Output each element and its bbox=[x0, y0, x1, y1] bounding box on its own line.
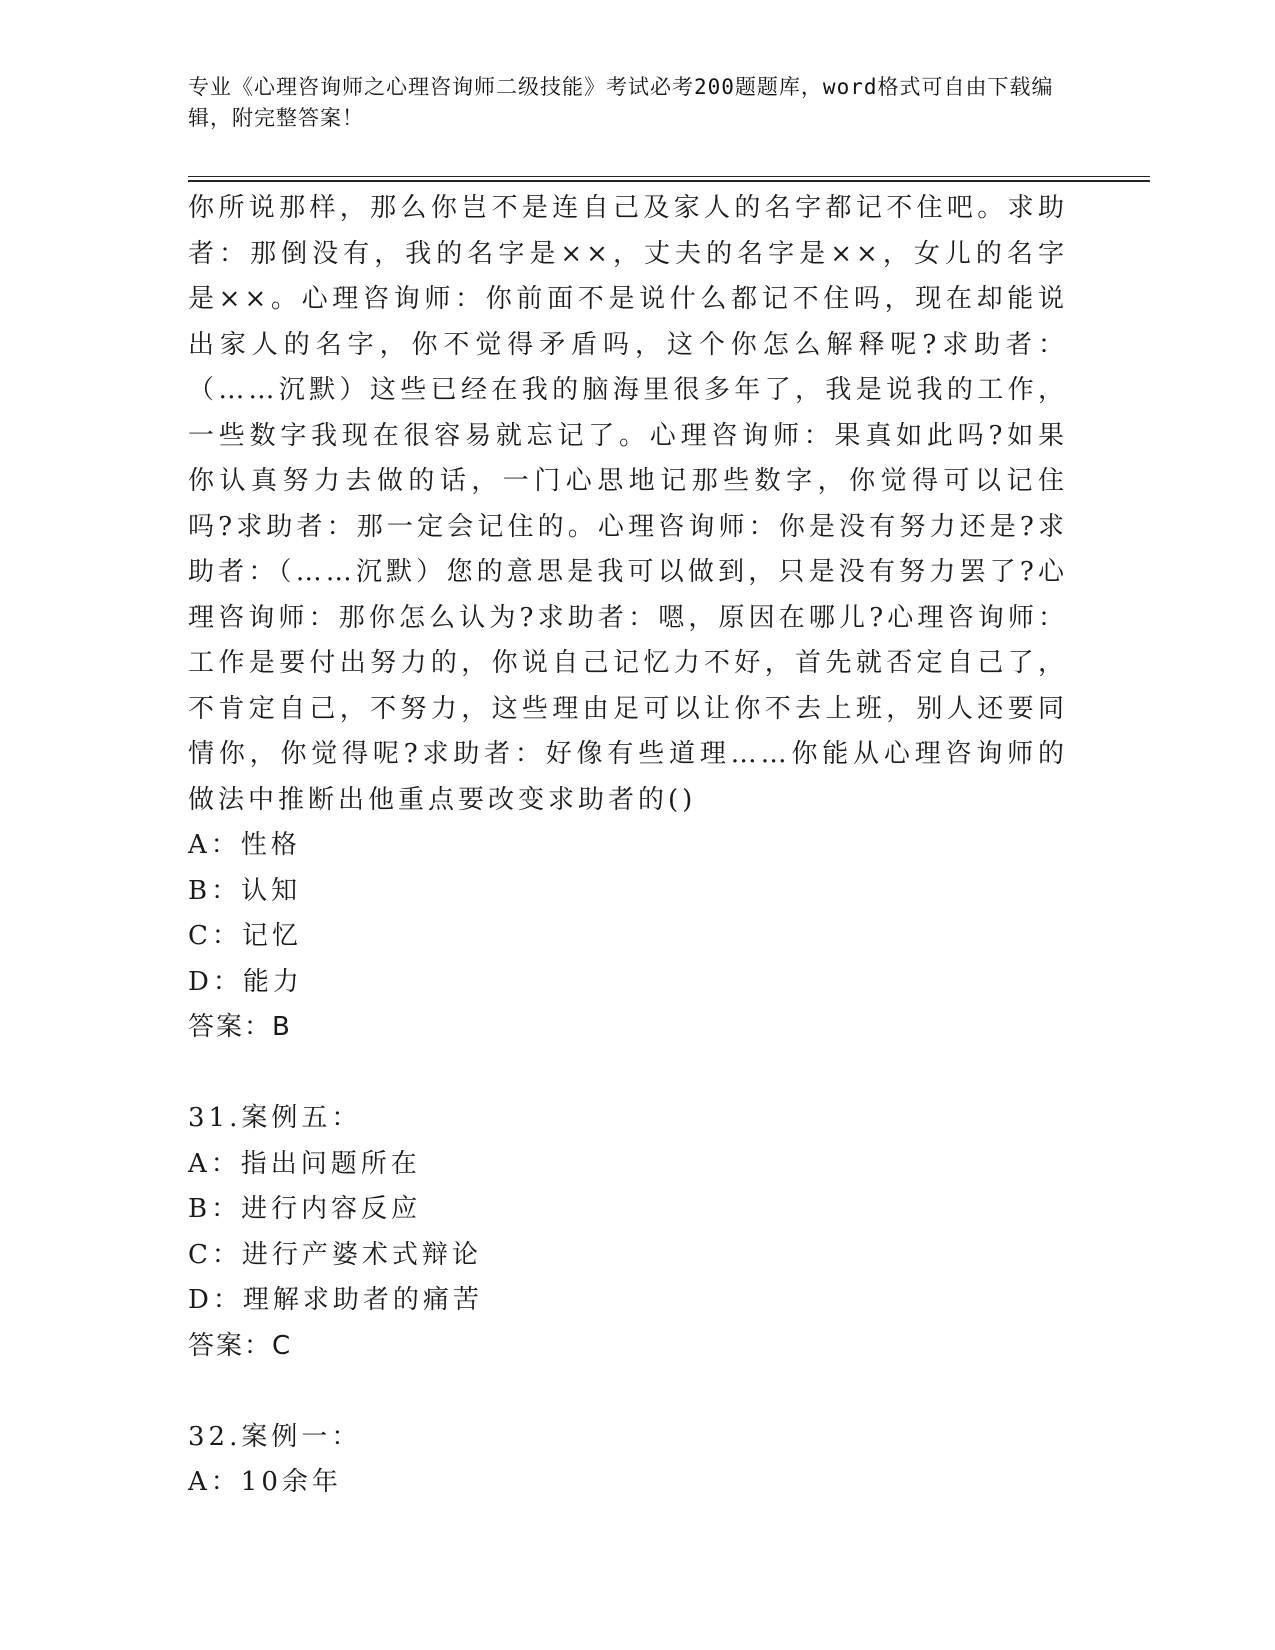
question-30-option-c: C：记忆 bbox=[188, 921, 302, 951]
question-31-answer: 答案：C bbox=[188, 1330, 293, 1361]
question-32-stem: 32.案例一： bbox=[188, 1421, 362, 1452]
question-31-option-d: D：理解求助者的痛苦 bbox=[188, 1285, 483, 1315]
question-31-option-b: B：进行内容反应 bbox=[188, 1194, 422, 1224]
header-rule-thick bbox=[188, 180, 1150, 182]
question-31-option-c: C：进行产婆术式辩论 bbox=[188, 1239, 482, 1270]
document-header: 专业《心理咨询师之心理咨询师二级技能》考试必考200题题库，word格式可自由下载编辑，附完整答案！ bbox=[188, 75, 1054, 130]
question-30-answer: 答案：B bbox=[188, 1012, 292, 1042]
question-30-option-a: A：性格 bbox=[188, 830, 301, 860]
question-30-option-b: B：认知 bbox=[188, 875, 302, 906]
question-30-option-d: D：能力 bbox=[188, 966, 303, 997]
spacer bbox=[188, 1369, 1068, 1415]
question-30-stem: 你所说那样，那么你岂不是连自己及家人的名字都记不住吧。求助者：那倒没有，我的名字是××，丈夫的名字是××，女儿的名字是××。心理咨询师：你前面不是说什么都记不住吗，现在却能说出家人的名字，你不觉得矛盾吗，这个你怎么解释呢?求助者：（……沉默）这些已经在我的脑海里很多年了，我是说我的工作，一些数字我现在很容易就忘记了。心理咨询师：果真如此吗?如果你认真努力去做的话，一门心思地记那些数字，你觉得可以记住吗?求助者：那一定会记住的。心理咨询师：你是没有努力还是?求助者：（……沉默）您的意思是我可以做到，只是没有努力罢了?心理咨询师：那你怎么认为?求助者：嗯，原因在哪儿?心理咨询师：工作是要付出努力的，你说自己记忆力不好，首先就否定自己了，不肯定自己，不努力，这些理由足可以让你不去上班，别人还要同情你，你觉得呢?求助者：好像有些道理……你能从心理咨询师的做法中推断出他重点要改变求助者的() bbox=[188, 193, 1068, 815]
question-31-stem: 31.案例五： bbox=[188, 1103, 362, 1133]
document-body bbox=[188, 186, 1068, 1506]
question-31-option-a: A：指出问题所在 bbox=[188, 1148, 421, 1179]
spacer bbox=[188, 1051, 1068, 1097]
header-rule-thin bbox=[188, 176, 1150, 177]
question-32-option-a: A：10余年 bbox=[188, 1467, 342, 1497]
